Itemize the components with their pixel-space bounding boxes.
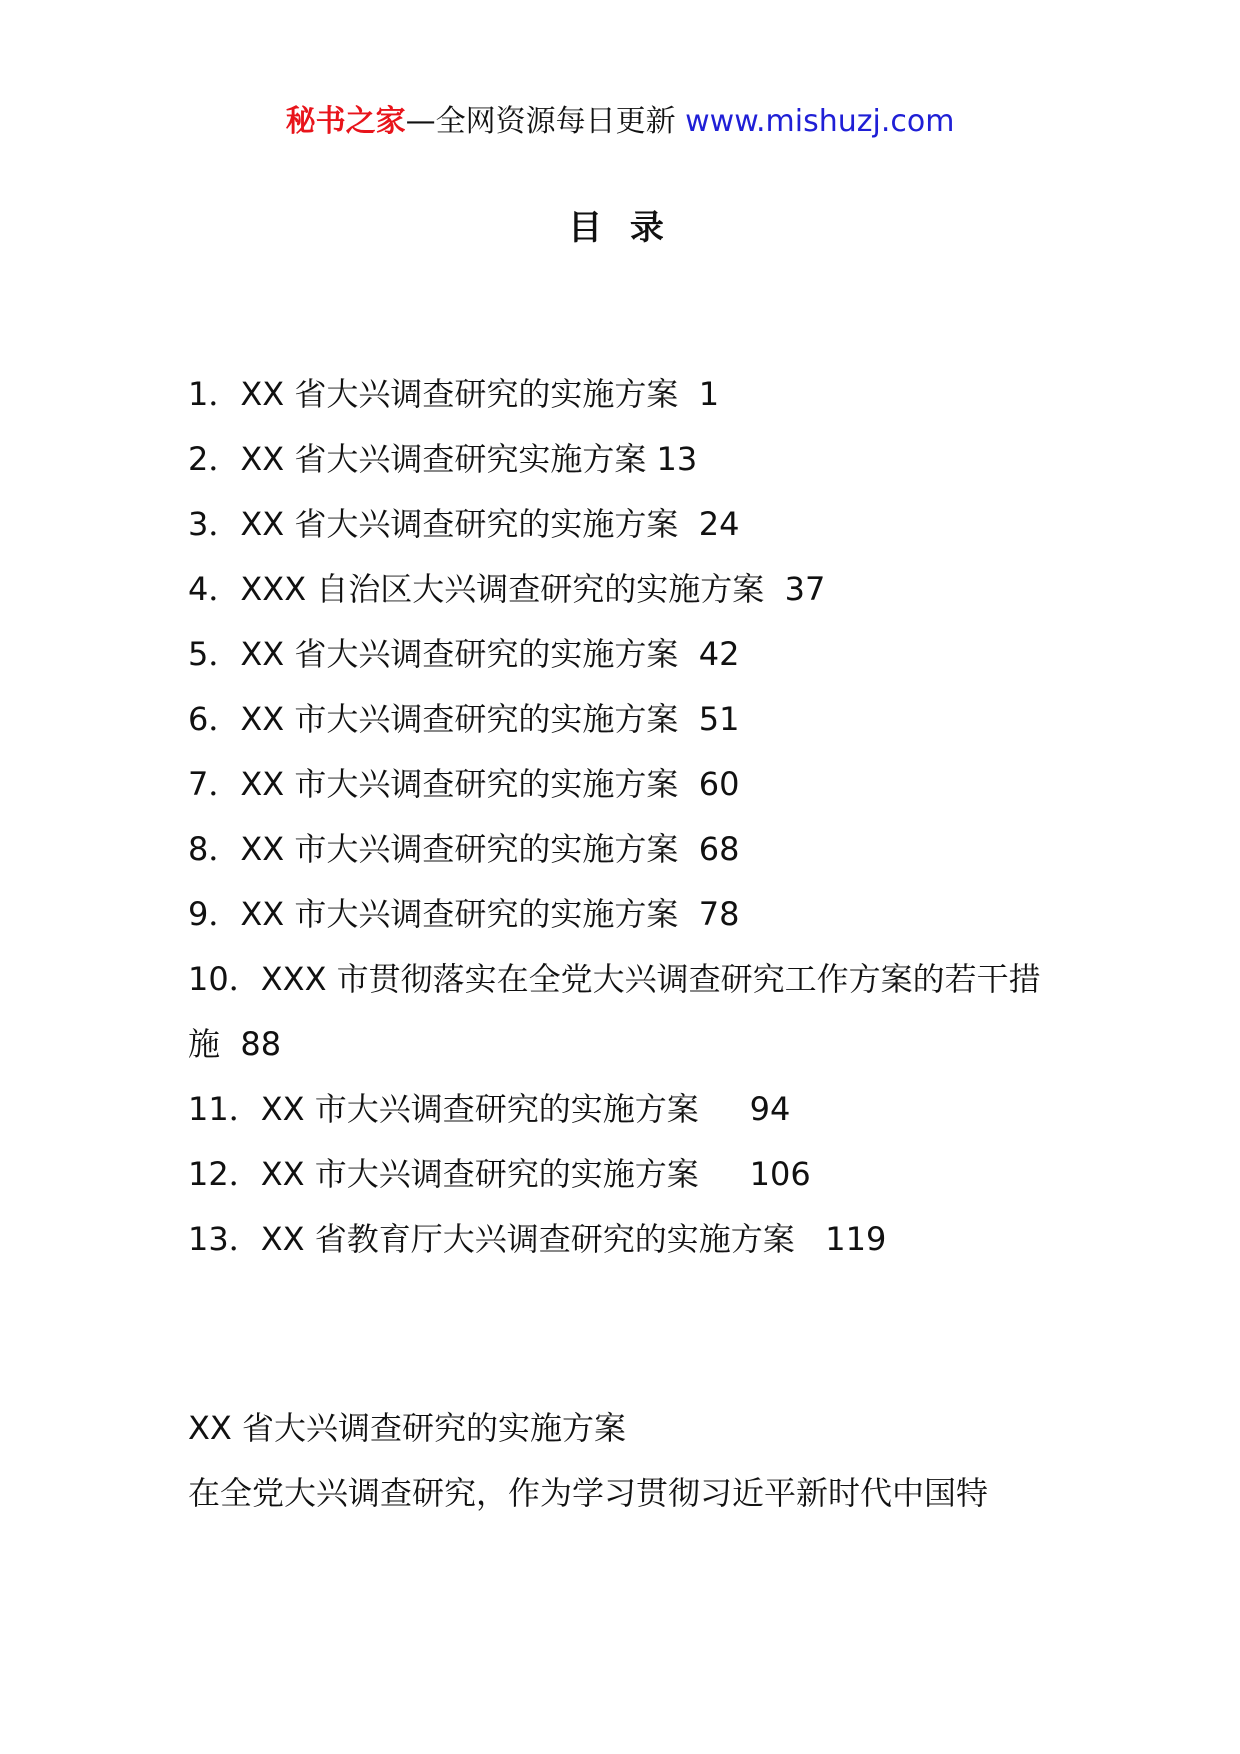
toc-item-13[interactable]: 13．XX 省教育厅大兴调查研究的实施方案 119 [188,1220,887,1258]
toc-title: 目 录 [568,208,672,248]
toc-item-6[interactable]: 6．XX 市大兴调查研究的实施方案 51 [188,700,740,738]
site-header [0,102,1240,142]
toc-item-5[interactable]: 5．XX 省大兴调查研究的实施方案 42 [188,635,740,673]
toc-item-11[interactable]: 11．XX 市大兴调查研究的实施方案 94 [188,1090,791,1128]
toc-item-1[interactable]: 1．XX 省大兴调查研究的实施方案 1 [188,375,720,413]
toc-item-10[interactable]: 10．XXX 市贯彻落实在全党大兴调查研究工作方案的若干措施 88 [188,960,1041,1063]
toc-item-3[interactable]: 3．XX 省大兴调查研究的实施方案 24 [188,505,740,543]
table-of-contents [188,362,1068,1272]
toc-item-7[interactable]: 7．XX 市大兴调查研究的实施方案 60 [188,765,740,803]
paragraph-first-line: 在全党大兴调查研究，作为学习贯彻习近平新时代中国特 [188,1474,989,1512]
site-link[interactable]: www.mishuzj.com [685,104,955,139]
toc-item-12[interactable]: 12．XX 市大兴调查研究的实施方案 106 [188,1155,811,1193]
document-body [188,1396,1068,1526]
toc-item-9[interactable]: 9．XX 市大兴调查研究的实施方案 78 [188,895,740,933]
toc-item-8[interactable]: 8．XX 市大兴调查研究的实施方案 68 [188,830,740,868]
toc-item-4[interactable]: 4．XXX 自治区大兴调查研究的实施方案 37 [188,570,826,608]
header-tagline: —全网资源每日更新 [405,104,686,139]
brand-name: 秘书之家 [285,104,406,139]
section-title: XX 省大兴调查研究的实施方案 [188,1409,627,1447]
toc-item-2[interactable]: 2．XX 省大兴调查研究实施方案 13 [188,440,698,478]
